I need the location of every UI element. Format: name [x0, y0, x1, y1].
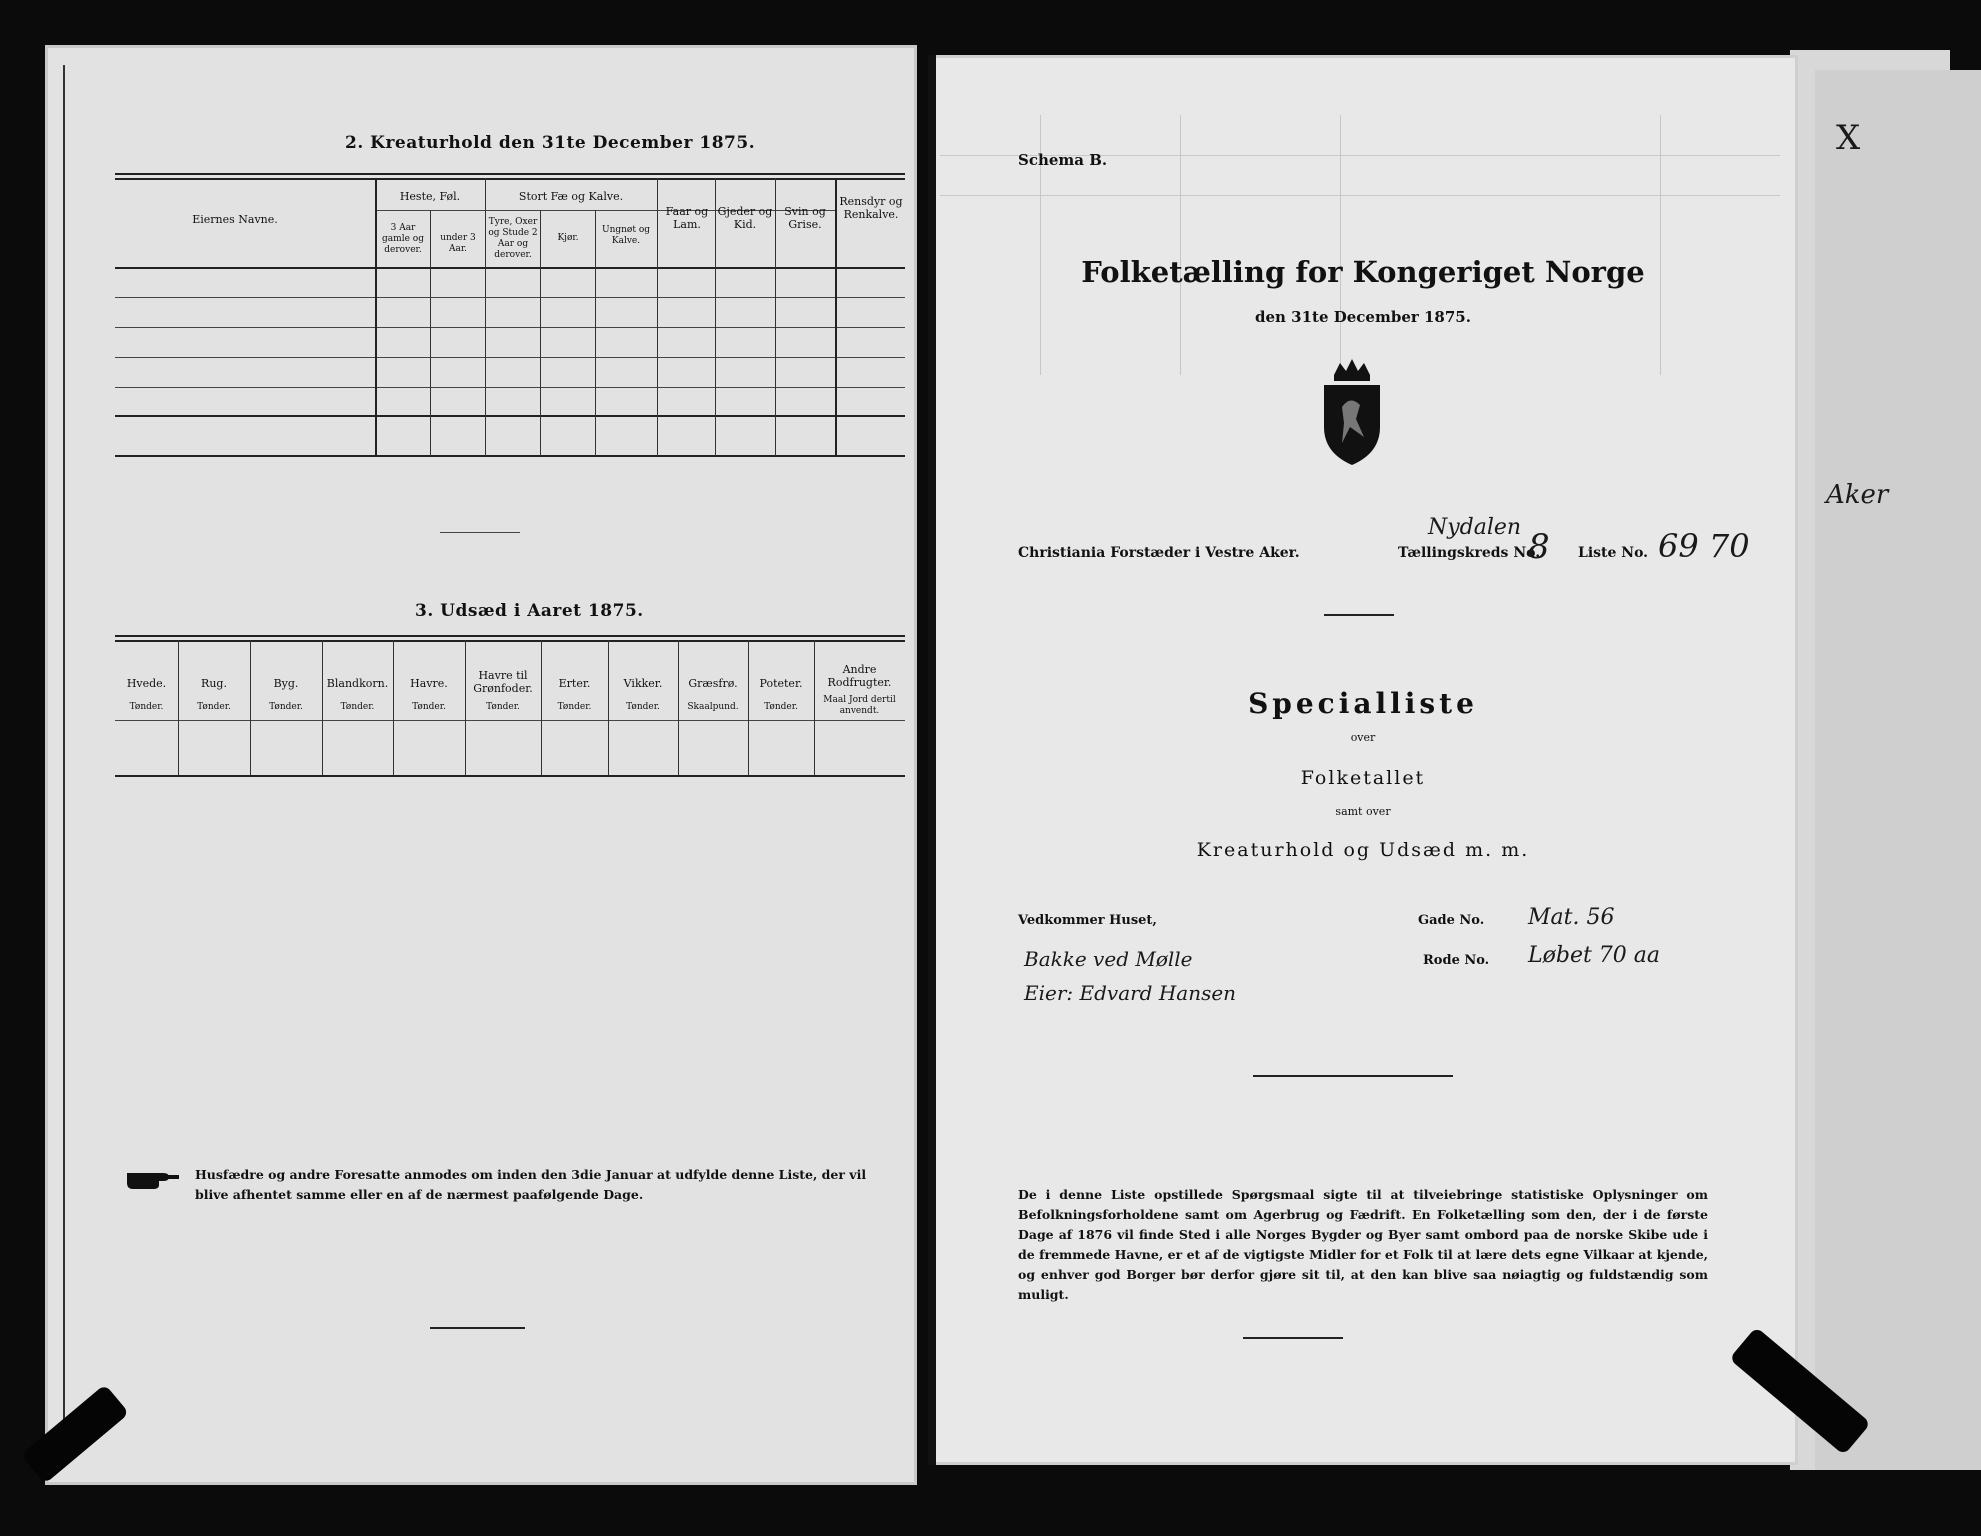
samt-over-label: samt over — [1335, 805, 1391, 818]
tellingskreds-note: Nydalen — [1428, 515, 1522, 540]
vedkommer-label: Vedkommer Huset, — [1018, 913, 1157, 928]
seed-col-rug: Rug. — [201, 677, 227, 690]
section3-title: 3. Udsæd i Aaret 1875. — [415, 601, 644, 621]
seed-unit-graesfro: Skaalpund. — [687, 702, 739, 712]
owner-column-header: Eiernes Navne. — [192, 213, 278, 226]
seed-col-graesfro: Græsfrø. — [688, 677, 738, 690]
heste-b-header: under 3 Aar. — [440, 233, 476, 254]
heste-a-header: 3 Aar gamle og derover. — [382, 223, 424, 255]
svin-header: Svin og Grise. — [784, 205, 826, 231]
rode-label: Rode No. — [1423, 953, 1490, 968]
seed-unit-andre: Maal Jord dertil anvendt. — [823, 695, 896, 716]
gade-label: Gade No. — [1418, 913, 1485, 928]
rode-value: Løbet 70 aa — [1528, 943, 1661, 968]
folketallet-label: Folketallet — [1300, 767, 1426, 789]
schema-label: Schema B. — [1018, 151, 1108, 169]
notice-text: Husfædre og andre Foresatte anmodes om inden den 3die Januar at udfylde denne Liste, der vil blive afhentet samme eller en af de nærmest paafølgende Dage. — [195, 1167, 867, 1202]
stacked-page-edge-2 — [1815, 70, 1981, 1470]
seed-unit-rug: Tønder. — [197, 702, 231, 712]
faar-header: Faar og Lam. — [665, 205, 709, 231]
margin-aker-note: Aker — [1826, 480, 1889, 510]
liste-label: Liste No. — [1578, 545, 1649, 561]
pointing-hand-icon — [125, 1163, 185, 1193]
margin-x-mark: X — [1836, 118, 1861, 158]
right-page — [928, 55, 1798, 1465]
house-name: Bakke ved Mølle — [1024, 947, 1193, 971]
seed-col-erter: Erter. — [558, 677, 591, 690]
section2-title: 2. Kreaturhold den 31te December 1875. — [345, 133, 756, 153]
document-title: Folketælling for Kongeriget Norge — [1081, 255, 1645, 289]
seed-unit-havre-gronfoder: Tønder. — [486, 702, 520, 712]
divider — [440, 532, 520, 533]
district-label: Christiania Forstæder i Vestre Aker. — [1018, 545, 1300, 561]
liste-value: 69 70 — [1658, 527, 1750, 565]
gade-value: Mat. 56 — [1528, 905, 1615, 930]
rensdyr-header: Rensdyr og Renkalve. — [839, 195, 903, 221]
seed-col-andre: Andre Rodfrugter. — [827, 663, 892, 689]
over-label: over — [1350, 731, 1376, 744]
gjeder-header: Gjeder og Kid. — [717, 205, 773, 231]
owner-line: Eier: Edvard Hansen — [1024, 981, 1237, 1005]
document-date: den 31te December 1875. — [1255, 308, 1471, 326]
tellingskreds-value: 8 — [1528, 527, 1550, 567]
kreatur-label: Kreaturhold og Udsæd m. m. — [1196, 839, 1530, 861]
seed-col-vikker: Vikker. — [623, 677, 663, 690]
seed-col-poteter: Poteter. — [759, 677, 803, 690]
seed-col-byg: Byg. — [273, 677, 299, 690]
heste-header: Heste, Føl. — [399, 190, 461, 203]
seed-col-havre: Havre. — [410, 677, 448, 690]
bottom-divider — [430, 1327, 525, 1329]
spec-title: Specialliste — [1248, 687, 1478, 720]
seed-col-havre-gronfoder: Havre til Grønfoder. — [473, 669, 533, 695]
seed-unit-vikker: Tønder. — [626, 702, 660, 712]
seed-unit-erter: Tønder. — [557, 702, 592, 712]
stort-a-header: Tyre, Oxer og Stude 2 Aar og derover. — [488, 217, 538, 260]
left-page — [45, 45, 917, 1485]
seed-unit-hvede: Tønder. — [129, 702, 164, 712]
tellingskreds-label: Tællingskreds No. — [1398, 545, 1541, 561]
explanatory-paragraph: De i denne Liste opstillede Spørgsmaal sigte til at tilveiebringe statistiske Oplysninger om Befolkningsforholdene samt om Agerbrug og Fædrift. En Folketælling som den, der i de første Dage af 1876 vil finde Sted i alle Norges Bygder og Byer samt ombord paa de norske Skibe ude i de fremmede Havne, er et af de vigtigste Midler for et Folk til at lære dets egne Vilkaar at kjende, og enhver god Borger bør derfor gjøre sit til, at den kan blive saa nøiagtig og fuldstændig som muligt. — [1018, 1187, 1708, 1302]
seed-unit-havre: Tønder. — [412, 702, 446, 712]
seed-col-hvede: Hvede. — [126, 677, 167, 690]
seed-unit-poteter: Tønder. — [764, 702, 798, 712]
stort-c-header: Ungnøt og Kalve. — [601, 225, 650, 246]
stort-fae-header: Stort Fæ og Kalve. — [518, 190, 624, 203]
coat-of-arms-icon — [1312, 357, 1392, 467]
stort-b-header: Kjør. — [557, 233, 579, 243]
title-divider — [1324, 614, 1394, 616]
seed-unit-byg: Tønder. — [269, 702, 303, 712]
paragraph-divider — [1243, 1337, 1343, 1339]
seed-unit-blandkorn: Tønder. — [340, 702, 375, 712]
seed-col-blandkorn: Blandkorn. — [326, 677, 389, 690]
owner-divider — [1253, 1075, 1453, 1077]
